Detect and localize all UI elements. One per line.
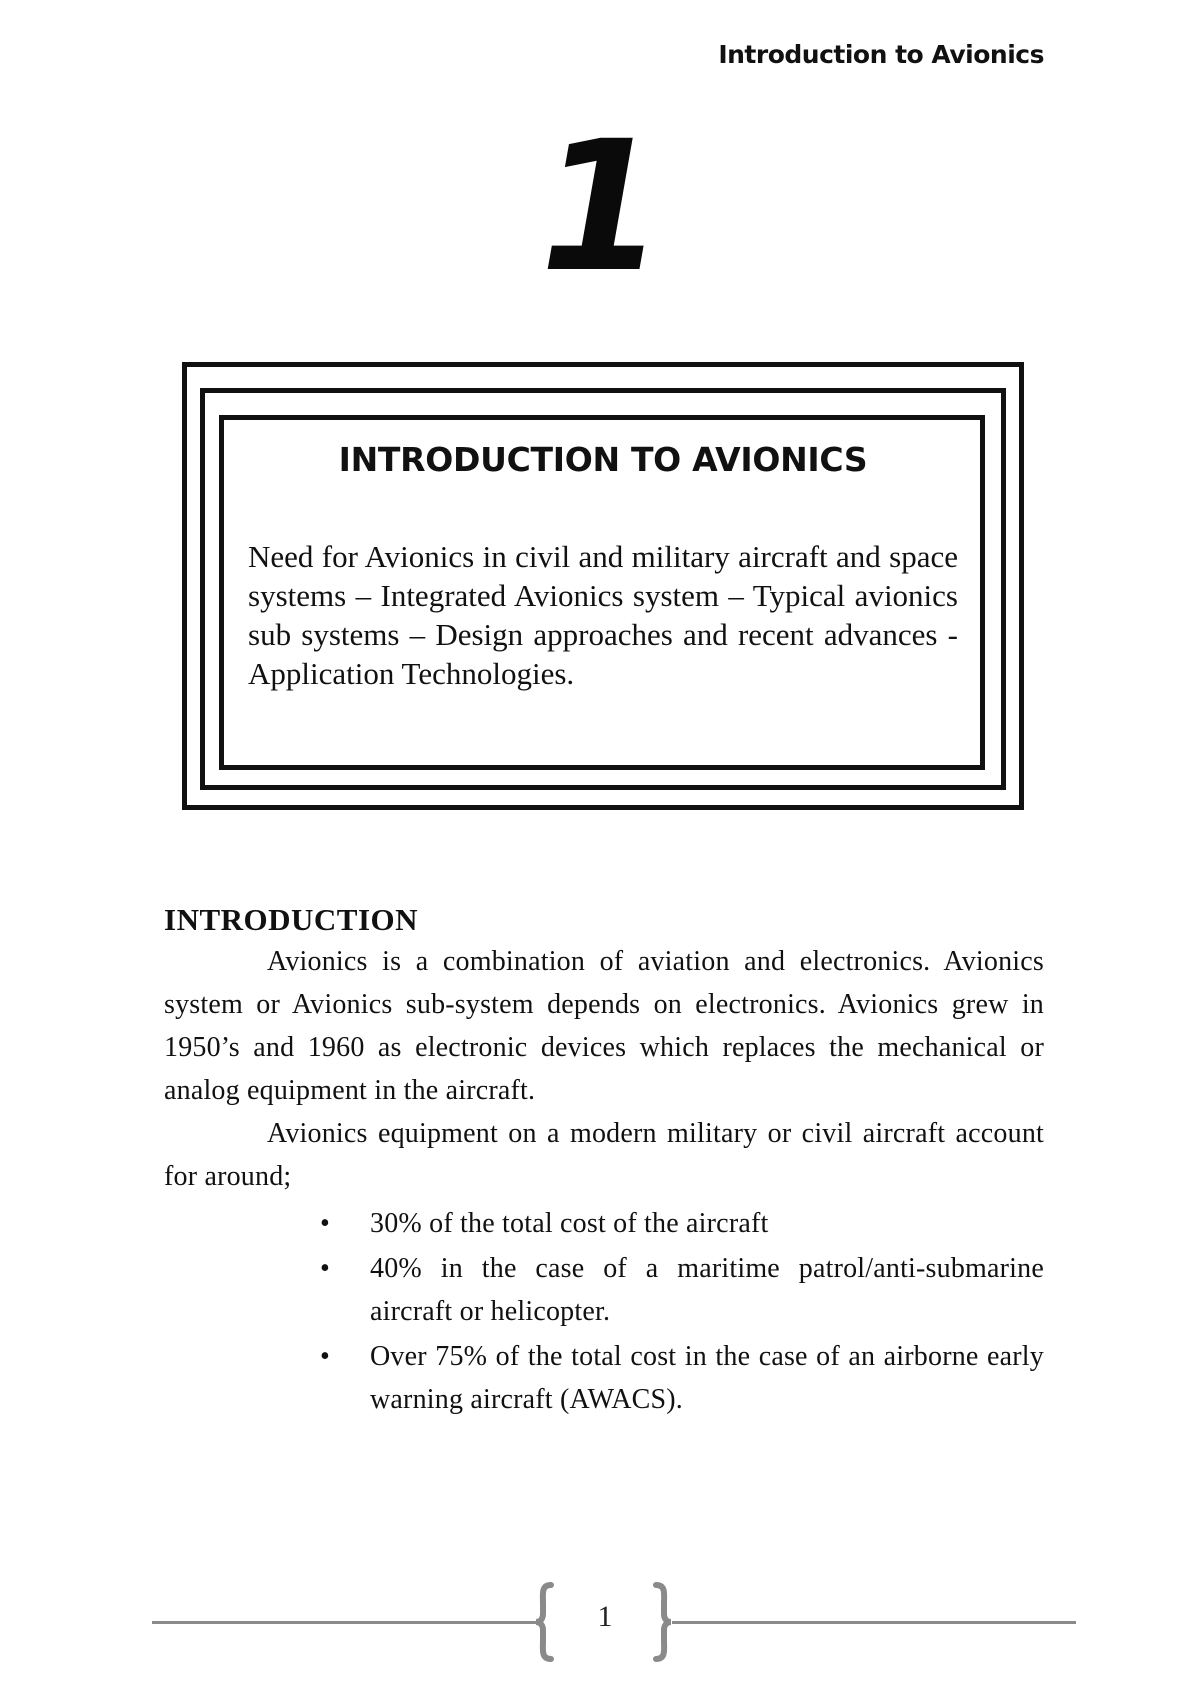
- paragraph-cost: Avionics equipment on a modern military or civil aircraft account for around;: [164, 1118, 1044, 1192]
- chapter-box: [219, 415, 985, 770]
- bullet-icon: •: [320, 1208, 331, 1239]
- bullet-icon: •: [320, 1253, 331, 1284]
- left-brace-icon: [533, 1582, 555, 1662]
- page-number: 1: [597, 1600, 613, 1633]
- right-brace-icon: [652, 1582, 674, 1662]
- bullet-text: 40% in the case of a maritime patrol/anti-submarine aircraft or helicopter.: [370, 1253, 1044, 1327]
- list-item: [320, 1335, 1044, 1421]
- chapter-summary: Need for Avionics in civil and military aircraft and space systems – Integrated Avionics system – Typical avionics sub systems – Design approaches and recent advances - Application Technologies.: [248, 539, 958, 691]
- cost-bullet-list: [164, 1202, 1044, 1421]
- bullet-text: 30% of the total cost of the aircraft: [370, 1208, 769, 1239]
- list-item: [320, 1202, 1044, 1245]
- chapter-title: INTRODUCTION TO AVIONICS: [338, 440, 868, 479]
- section-heading: INTRODUCTION: [164, 902, 419, 937]
- footer-rule-right: [672, 1621, 1076, 1624]
- running-header: Introduction to Avionics: [718, 40, 1044, 69]
- bullet-text: Over 75% of the total cost in the case of an airborne early warning aircraft (AWACS).: [370, 1341, 1044, 1415]
- footer-rule-left: [152, 1621, 538, 1624]
- list-item: [320, 1247, 1044, 1333]
- chapter-number: 1: [519, 103, 682, 312]
- bullet-icon: •: [320, 1341, 331, 1372]
- main-content: [164, 900, 1044, 1423]
- paragraph-definition: Avionics is a combination of aviation and electronics. Avionics system or Avionics sub-system depends on electronics. Avionics grew in 1950’s and 1960 as electronic devices which replaces the mechanical or analog equipment in the aircraft.: [164, 946, 1044, 1106]
